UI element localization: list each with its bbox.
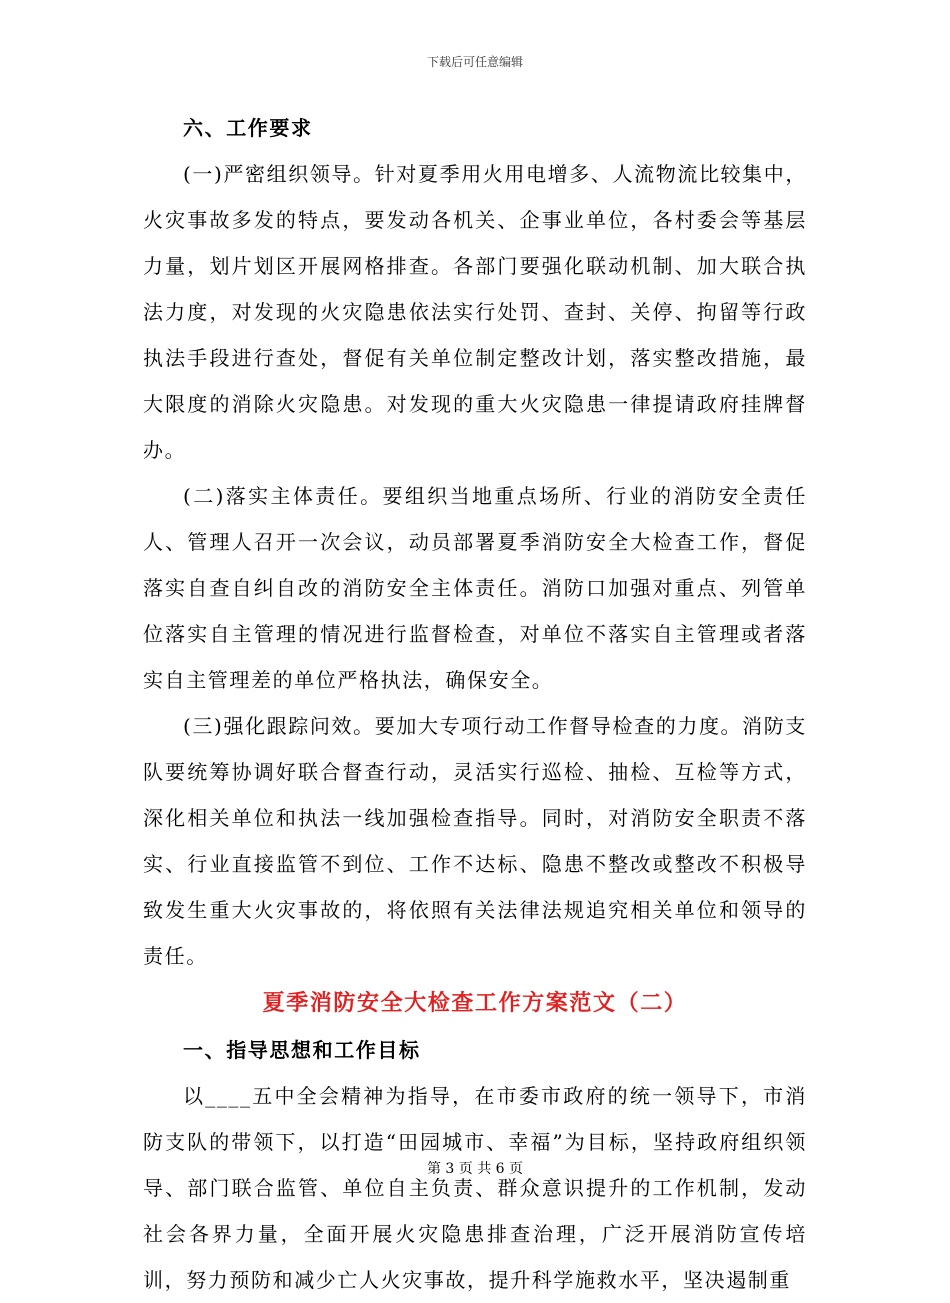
- document-body: [143, 105, 807, 1303]
- section-heading-guiding-ideology: 一、指导思想和工作目标: [183, 1038, 421, 1062]
- paragraph-organize-leadership: (一)严密组织领导。针对夏季用火用电增多、人流物流比较集中，火灾事故多发的特点，要发动各机关、企事业单位，各村委会等基层力量，划片划区开展网格排查。各部门要强化联动机制、加大联合执法力度，对发现的火灾隐患依法实行处罚、查封、关停、拘留等行政执法手段进行查处，督促有关单位制定整改计划，落实整改措施，最大限度的消除火灾隐患。对发现的重大火灾隐患一律提请政府挂牌督办。: [143, 162, 807, 462]
- header-note: 下载后可任意编辑: [426, 55, 523, 69]
- section-heading-work-requirements: 六、工作要求: [183, 116, 313, 140]
- paragraph-main-responsibility: (二)落实主体责任。要组织当地重点场所、行业的消防安全责任人、管理人召开一次会议，动员部署夏季消防安全大检查工作，督促落实自查自纠自改的消防安全主体责任。消防口加强对重点、列管单位落实自主管理的情况进行监督检查，对单位不落实自主管理或者落实自主管理差的单位严格执法，确保安全。: [143, 484, 807, 692]
- paragraph-guiding-ideology: 以____五中全会精神为指导，在市委市政府的统一领导下，市消防支队的带领下，以打造“田园城市、幸福”为目标，坚持政府组织领导、部门联合监管、单位自主负责、群众意识提升的工作机制，发动社会各界力量，全面开展火灾隐患排查治理，广泛开展消防宣传培训，努力预防和减少亡人火灾事故，提升科学施救水平，坚决遏制重: [143, 1084, 807, 1292]
- page-number: 第 3 页 共 6 页: [426, 1161, 524, 1177]
- document-title: 夏季消防安全大检查工作方案范文（二）: [262, 990, 688, 1016]
- paragraph-tracking-accountability: (三)强化跟踪问效。要加大专项行动工作督导检查的力度。消防支队要统筹协调好联合督查行动，灵活实行巡检、抽检、互检等方式，深化相关单位和执法一线加强检查指导。同时，对消防安全职责不落实、行业直接监管不到位、工作不达标、隐患不整改或整改不积极导致发生重大火灾事故的，将依照有关法律法规追究相关单位和领导的责任。: [143, 714, 807, 968]
